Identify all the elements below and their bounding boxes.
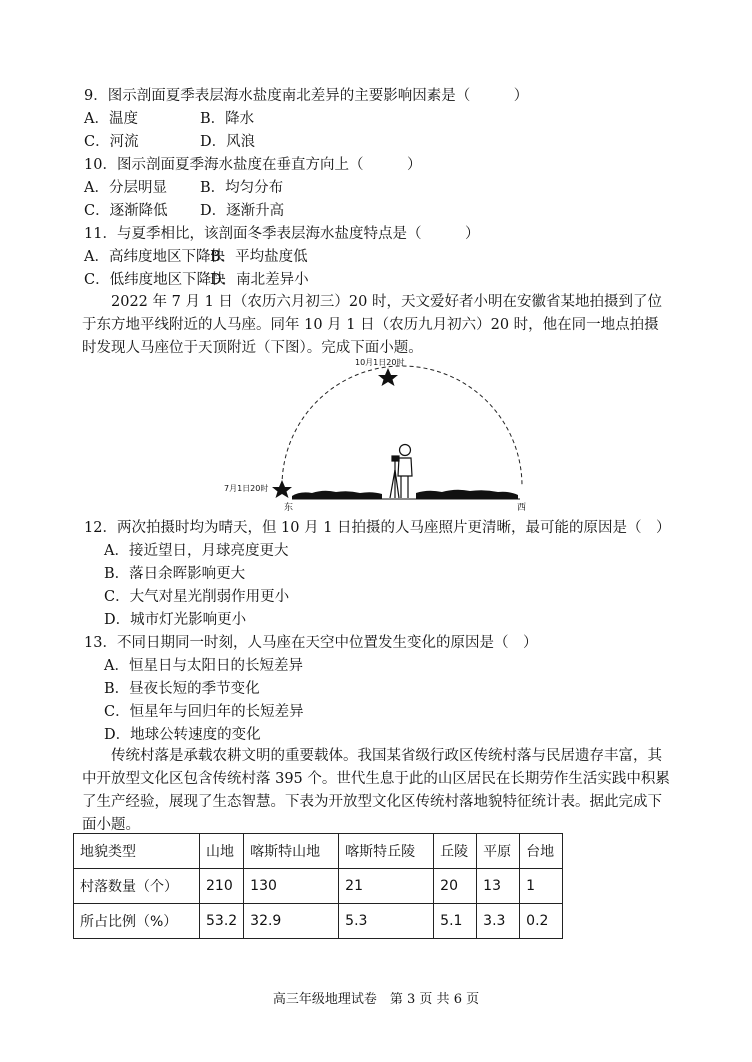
table-cell: 3.3	[477, 904, 520, 939]
q12-option-d: D．城市灯光影响更小	[104, 612, 247, 628]
table-header-row	[74, 834, 563, 869]
table-header-cell: 喀斯特山地	[244, 834, 339, 869]
label-jul1-20h: 7月1日20时	[224, 484, 269, 493]
q10-option-a: A．分层明显	[84, 180, 167, 196]
table-row	[74, 869, 563, 904]
star-zenith-icon	[378, 368, 398, 386]
q12-option-c: C．大气对星光削弱作用更小	[104, 589, 290, 605]
q11-stem: 11．与夏季相比，该剖面冬季表层海水盐度特点是（ ）	[84, 226, 480, 242]
table-header-cell: 平原	[477, 834, 520, 869]
q13-option-b: B．昼夜长短的季节变化	[104, 681, 260, 697]
q11-option-c: C．低纬度地区下降快	[84, 272, 226, 288]
q12-option-a: A．接近望日，月球亮度更大	[104, 543, 289, 559]
table-cell: 32.9	[244, 904, 339, 939]
table-cell: 210	[200, 869, 244, 904]
q11-options-row1	[84, 247, 308, 267]
q11-option-a: A．高纬度地区下降快	[84, 249, 225, 265]
table-cell: 5.1	[434, 904, 477, 939]
table-header-cell: 山地	[200, 834, 244, 869]
passage-sagittarius: 2022 年 7 月 1 日（农历六月初三）20 时，天文爱好者小明在安徽省某地拍摄到了位于东方地平线附近的人马座。同年 10 月 1 日（农历九月初六）20 时，他在同一地点拍摄时发现人马座位于天顶附近（下图）。完成下面小题。	[82, 294, 662, 356]
table-cell: 村落数量（个）	[74, 869, 200, 904]
q12-stem: 12．两次拍摄时均为晴天，但 10 月 1 日拍摄的人马座照片更清晰，最可能的原因是（ ）	[84, 520, 671, 536]
q13-option-d: D．地球公转速度的变化	[104, 727, 261, 743]
q9-options-row1	[84, 109, 254, 129]
horizon-terrain-left	[292, 491, 382, 499]
table-cell: 53.2	[200, 904, 244, 939]
q11-option-d: D．南北差异小	[210, 272, 309, 288]
table-cell: 20	[434, 869, 477, 904]
label-east: 东	[284, 503, 294, 512]
table-cell: 1	[520, 869, 563, 904]
q13-stem: 13．不同日期同一时刻，人马座在天空中位置发生变化的原因是（ ）	[84, 635, 538, 651]
village-landform-table	[73, 833, 563, 939]
label-west: 西	[517, 503, 527, 512]
table-row	[74, 904, 563, 939]
q9-stem: 9．图示剖面夏季表层海水盐度南北差异的主要影响因素是（ ）	[84, 88, 529, 104]
table-header-cell: 喀斯特丘陵	[339, 834, 434, 869]
q10-options-row1	[84, 178, 283, 198]
sky-arc-figure	[220, 352, 550, 512]
q10-option-b: B．均匀分布	[200, 180, 284, 196]
q13-option-a: A．恒星日与太阳日的长短差异	[104, 658, 303, 674]
star-east-icon	[272, 480, 292, 498]
table-cell: 13	[477, 869, 520, 904]
q9-option-b: B．降水	[200, 111, 255, 127]
q13-option-c: C．恒星年与回归年的长短差异	[104, 704, 304, 720]
q10-option-c: C．逐渐降低	[84, 203, 168, 219]
table-header-cell: 丘陵	[434, 834, 477, 869]
q9-option-a: A．温度	[84, 111, 138, 127]
q12-option-b: B．落日余晖影响更大	[104, 566, 246, 582]
q10-option-d: D．逐渐升高	[200, 203, 285, 219]
table-cell: 21	[339, 869, 434, 904]
table-header-cell: 地貌类型	[74, 834, 200, 869]
table-header-cell: 台地	[520, 834, 563, 869]
q9-option-d: D．风浪	[200, 134, 256, 150]
q9-option-c: C．河流	[84, 134, 139, 150]
q10-options-row2	[84, 201, 284, 221]
page-footer: 高三年级地理试卷 第 3 页 共 6 页	[272, 992, 480, 1007]
q11-option-b: B．平均盐度低	[210, 249, 308, 265]
q9-options-row2	[84, 132, 255, 152]
horizon-terrain-right	[416, 490, 518, 499]
label-oct1-20h: 10月1日20时	[355, 358, 405, 367]
q11-options-row2	[84, 270, 309, 290]
q10-stem: 10．图示剖面夏季海水盐度在垂直方向上（ ）	[84, 157, 422, 173]
table-cell: 130	[244, 869, 339, 904]
table-cell: 所占比例（%）	[74, 904, 200, 939]
table-cell: 0.2	[520, 904, 563, 939]
observer-with-camera-icon	[390, 445, 412, 499]
table-cell: 5.3	[339, 904, 434, 939]
passage-traditional-villages: 传统村落是承载农耕文明的重要载体。我国某省级行政区传统村落与民居遗存丰富，其中开放型文化区包含传统村落 395 个。世代生息于此的山区居民在长期劳作生活实践中积累了生产经验，展现了生态智慧。下表为开放型文化区传统村落地貌特征统计表。据此完成下面小题。	[82, 748, 670, 833]
